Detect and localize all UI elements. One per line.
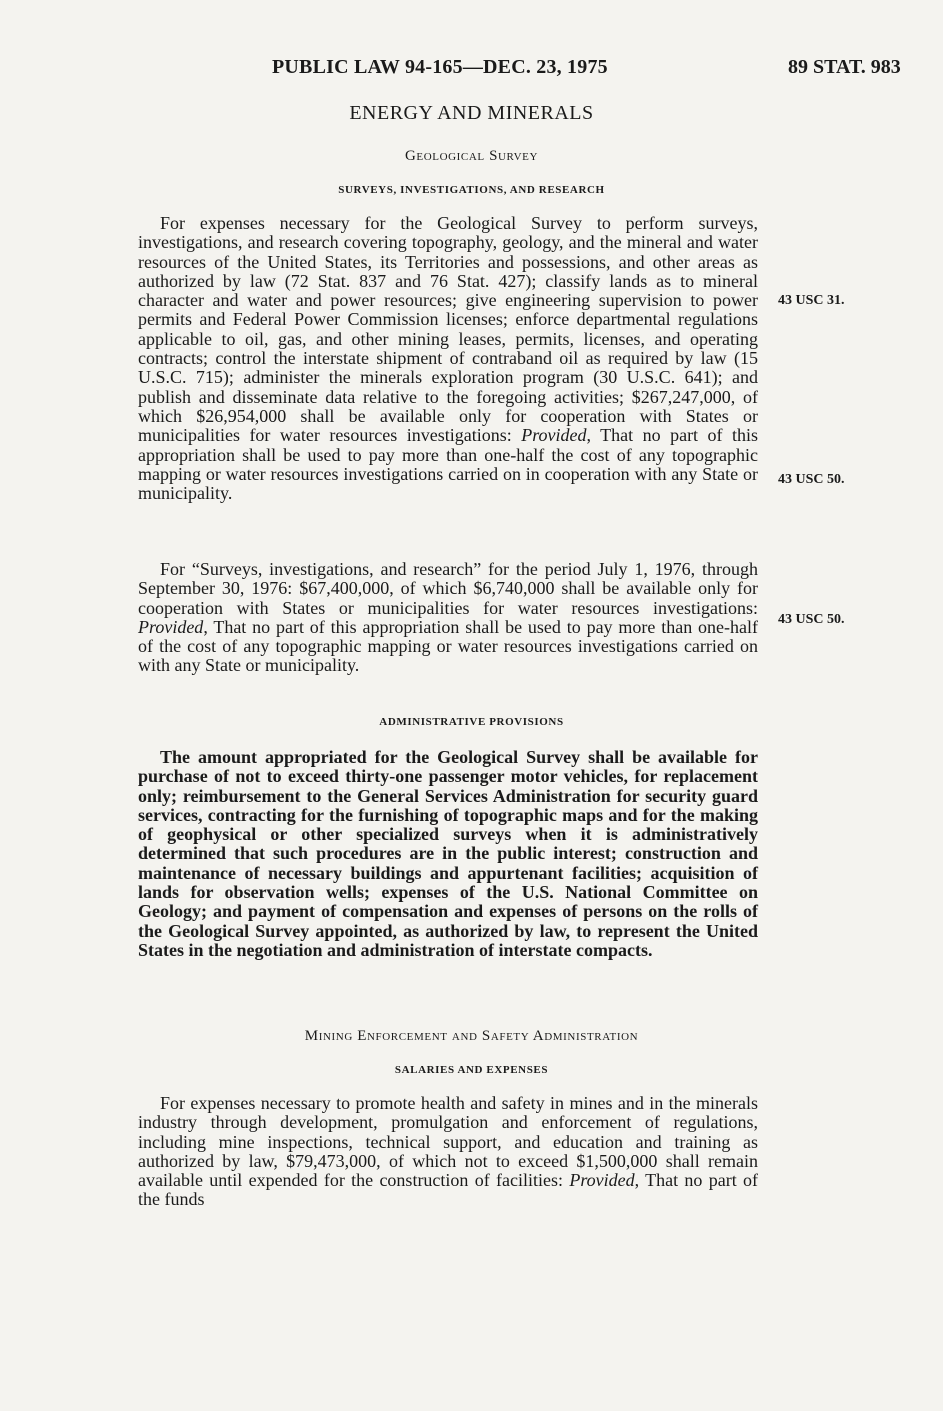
paragraph-text: For expenses necessary for the Geological Survey to perform surveys, investigations, and research covering topography, geology, and the mineral and water resources of the United States, its Territories and possessions, and other areas as authorized by law (72 Stat. 837 and 76 Stat. 427); classify lands as to mineral character and water and power resources; give engineering supervision to power permits and Federal Power Commission licenses; enforce departmental regulations applicable to oil, gas, and other mining leases, permits, licenses, and operating contracts; control the interstate shipment of contraband oil as required by law (15 U.S.C. 715); administer the minerals exploration program (30 U.S.C. 641); and publish and disseminate data relative to the foregoing activities; $267,247,000, of which $26,954,000 shall be available only for cooperation with States or municipalities for water resources investigations: — [138, 213, 758, 446]
salaries-heading: SALARIES AND EXPENSES — [394, 1064, 549, 1076]
administrative-provisions-heading: ADMINISTRATIVE PROVISIONS — [379, 716, 564, 728]
paragraph-surveys — [138, 214, 758, 503]
paragraph-transition-period — [138, 560, 758, 676]
paragraph-text: , That no part of this appropriation shall be used to pay more than one-half the cost of any topographic mapping or water resources investigations carried on in cooperation with any State or municipality. — [138, 425, 758, 504]
mining-enforcement-heading: Mining Enforcement and Safety Administration — [304, 1028, 639, 1044]
paragraph-salaries — [138, 1094, 758, 1210]
running-header-title: PUBLIC LAW 94-165—DEC. 23, 1975 — [272, 56, 608, 78]
geological-survey-heading: Geological Survey — [404, 148, 539, 164]
margin-citation: 43 USC 31. — [778, 293, 845, 308]
proviso-italic: Provided — [569, 1170, 635, 1191]
proviso-italic: Provided — [138, 616, 204, 637]
surveys-heading: SURVEYS, INVESTIGATIONS, AND RESEARCH — [338, 184, 605, 196]
running-header-page: 89 STAT. 983 — [788, 56, 901, 78]
paragraph-text: , That no part of the funds — [138, 1170, 759, 1210]
paragraph-administrative: The amount appropriated for the Geological Survey shall be available for purchase of not to exceed thirty-one passenger motor vehicles, for replacement only; reimbursement to the General Services Administration for security guard services, contracting for the furnishing of topographic maps and for the making of geophysical or other specialized surveys when it is administratively determined that such procedures are in the public interest; construction and maintenance of necessary buildings and appurtenant facilities; acquisition of lands for observation wells; expenses of the U.S. National Committee on Geology; and payment of compensation and expenses of persons on the rolls of the Geological Survey appointed, as authorized by law, to represent the United States in the negotiation and administration of interstate compacts. — [138, 747, 758, 960]
paragraph-text: , That no part of this appropriation shall be used to pay more than one-half of the cost of any topographic mapping or water resources investigations carried on with any State or municipality. — [138, 616, 758, 676]
margin-citation: 43 USC 50. — [778, 612, 845, 627]
paragraph-text: For expenses necessary to promote health and safety in mines and in the minerals industry through development, promulgation and enforcement of regulations, including mine inspections, technical support, and education and training as authorized by law, $79,473,000, of which not to exceed $1,500,000 shall remain available until expended for the construction of facilities: — [138, 1093, 758, 1191]
margin-citation: 43 USC 50. — [778, 472, 845, 487]
section-title: ENERGY AND MINERALS — [349, 102, 594, 124]
paragraph-text: For “Surveys, investigations, and research” for the period July 1, 1976, through September 30, 1976: $67,400,000, of which $6,740,000 shall be available only for cooperation with States or municipalities for water resources investigations: — [138, 559, 758, 618]
proviso-italic: Provided — [521, 425, 587, 446]
